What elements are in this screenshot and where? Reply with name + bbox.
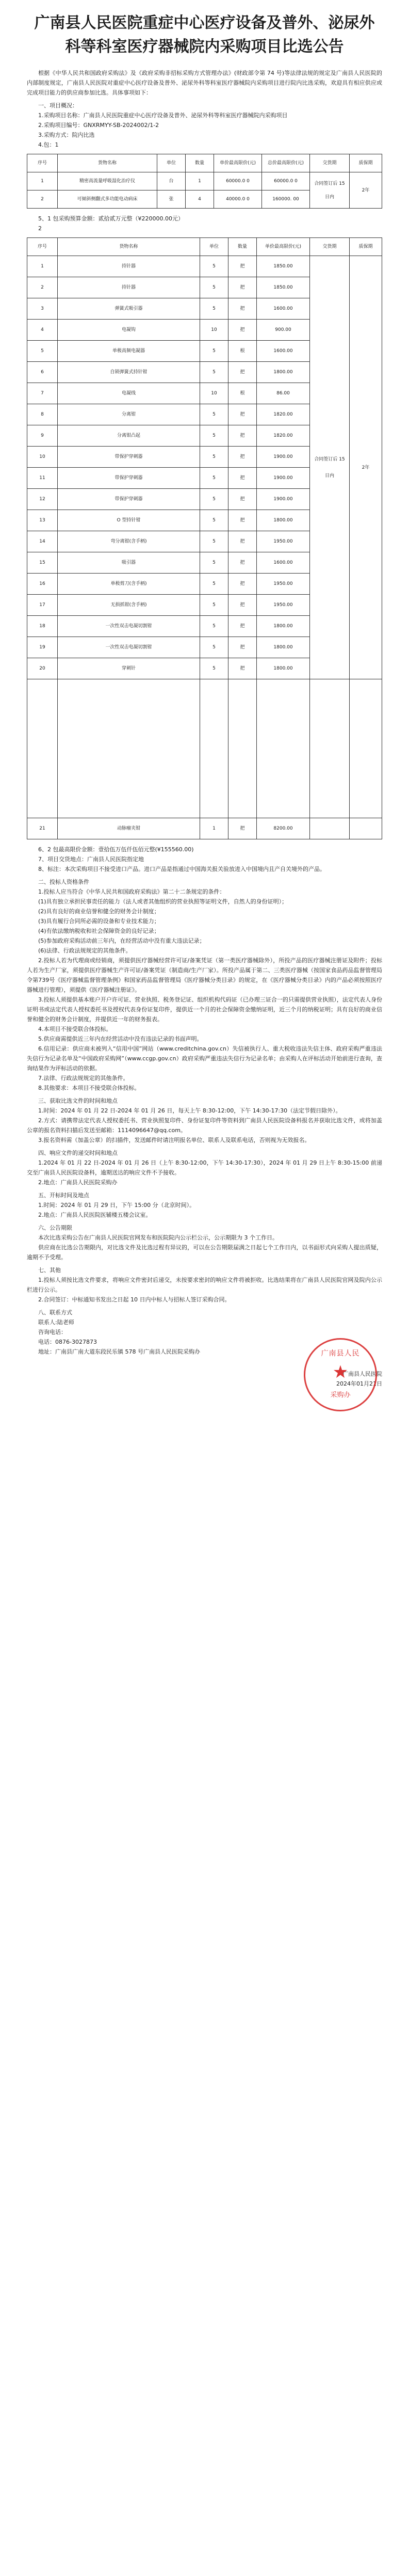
table-cell: 4: [27, 320, 58, 341]
package-2-label: 2: [38, 225, 42, 232]
project-item: 1.采购项目名称：广南县人民医院重症中心医疗设备及普外、泌尿外科等科室医疗器械院内采购项目: [38, 112, 288, 119]
table-cell: 21: [27, 818, 58, 839]
table-cell: 1: [27, 256, 58, 277]
section-paragraph: 咨询电话：: [38, 1329, 67, 1335]
table-cell: 弹簧式吸引器: [58, 298, 200, 320]
table-cell: 精密高流量呼吸湿化治疗仪: [58, 172, 157, 190]
table-cell: 台: [157, 172, 186, 190]
section-paragraph: 1.投标人须按比选文件要求，将响应文件密封后递交，未按要求密封的响应文件将被拒收。比选结果将在广南县人民医院官网及院内公示栏进行公示。: [27, 1277, 382, 1293]
table-cell: 1600.00: [257, 298, 310, 320]
table-cell: 60000.0 0: [262, 172, 310, 190]
table-cell: 12: [27, 489, 58, 510]
table-cell: 5: [27, 341, 58, 362]
table-cell: 把: [228, 447, 257, 468]
table-header-cell: 单位: [200, 238, 228, 256]
table-cell: 单极高频电凝器: [58, 341, 200, 362]
table-cell: 把: [228, 637, 257, 658]
table-cell: 5: [200, 489, 228, 510]
table-cell: 5: [200, 404, 228, 425]
table-cell: 吸引器: [58, 552, 200, 574]
table-cell: 1800.00: [257, 510, 310, 531]
table-header-cell: 单位: [157, 154, 186, 172]
section-heading: 八、联系方式: [38, 1309, 72, 1316]
section-paragraph: 8.其他要求：本项目不接受联合体投标。: [38, 1085, 140, 1091]
table-cell: 把: [228, 531, 257, 552]
table-cell: 带保护穿刺器: [58, 447, 200, 468]
table-cell: 15: [27, 552, 58, 574]
table-cell: 1950.00: [257, 595, 310, 616]
table-empty-cell: [200, 679, 228, 818]
submission-list: [27, 1158, 382, 1187]
table-cell: 1600.00: [257, 341, 310, 362]
signature-date: 2024年01月21日: [336, 1380, 382, 1387]
table-cell: 把: [228, 320, 257, 341]
seal-star-icon: ★: [332, 1362, 349, 1382]
table-cell: 无损抓钳(含手柄): [58, 595, 200, 616]
table-cell: 40000.0 0: [214, 190, 262, 209]
table-empty-cell: [350, 679, 382, 818]
table-header-cell: 货物名称: [58, 238, 200, 256]
table-cell: 5: [200, 277, 228, 298]
table-cell: 带保护穿刺器: [58, 489, 200, 510]
table-cell: 16: [27, 574, 58, 595]
warranty-cell: 2年: [350, 172, 382, 209]
table-cell: 把: [228, 595, 257, 616]
table-cell: 张: [157, 190, 186, 209]
table-cell: 2: [27, 277, 58, 298]
table-cell: 1800.00: [257, 616, 310, 637]
table-cell: 5: [200, 468, 228, 489]
table-header-cell: 数量: [186, 154, 214, 172]
table-header-cell: 总价最高限价(元): [262, 154, 310, 172]
signature-org: 广南县人民医院: [342, 1371, 382, 1377]
table-header-cell: 货物名称: [58, 154, 157, 172]
table-cell: 19: [27, 637, 58, 658]
table-cell: 把: [228, 510, 257, 531]
table-cell: 弯分离钳(含手柄): [58, 531, 200, 552]
import-note: 8、标注：本次采购项目不接受进口产品。进口产品是指通过中国海关报关验放进入中国境内且产自关境外的产品。: [38, 866, 325, 872]
section-heading: 一、项目概况：: [38, 102, 78, 109]
section-paragraph: 2.地点：广南县人民医院采购办: [38, 1179, 118, 1186]
table-cell: 1800.00: [257, 658, 310, 679]
table-cell: 持针器: [58, 256, 200, 277]
table-cell: 把: [228, 425, 257, 447]
section-paragraph: 1.时间：2024 年 01 月 29 日，下午 15:00 分（北京时间）。: [38, 1202, 195, 1209]
table-cell: 11: [27, 468, 58, 489]
table-cell: 8200.00: [257, 818, 310, 839]
section-paragraph: 1.时间：2024 年 01 月 22 日-2024 年 01 月 26 日，每天上午 8:30-12:00，下午 14:30-17:30（法定节假日除外）。: [38, 1107, 341, 1114]
table-row: [27, 172, 382, 190]
table-cell: 5: [200, 510, 228, 531]
table-cell: 5: [200, 531, 228, 552]
table-cell: 160000. 00: [262, 190, 310, 209]
budget-2: 6、2 包最高限价金额：壹拾伍万伍仟伍佰元整(¥155560.00): [38, 846, 194, 853]
table-cell: 6: [27, 362, 58, 383]
table-cell: 5: [200, 298, 228, 320]
table-cell: 电凝钩: [58, 320, 200, 341]
table-header-cell: 数量: [228, 238, 257, 256]
table-cell: 1900.00: [257, 489, 310, 510]
section-paragraph: (1)具有独立承担民事责任的能力（法人或者其他组织的营业执照等证明文件，自然人的身份证明）；: [38, 898, 288, 905]
table-cell: 把: [228, 404, 257, 425]
section-paragraph: 本次比选采购公告在广南县人民医院官网发布和医院院内公示栏公示，公示期限为 3 个工作日。: [38, 1234, 278, 1241]
package-2-table-body: [27, 256, 382, 839]
table-cell: 带保护穿刺器: [58, 468, 200, 489]
table-cell: 1800.00: [257, 362, 310, 383]
section-paragraph: 6.信用记录：供应商未被列入“信用中国”网站（www.creditchina.gov.cn）失信被执行人、重大税收违法失信主体、政府采购严重违法失信行为记录名单及“中国政府采购网”（www.ccgp.gov.cn）政府采购严重违法失信行为记录名单；由采购人在评标活动开始前进行查询，查询结果作为评标活动的依据。: [27, 1045, 382, 1072]
table-row: [27, 256, 382, 277]
table-cell: 17: [27, 595, 58, 616]
project-item: 4.包：1: [38, 141, 59, 148]
table-cell: 动脉瘤夹钳: [58, 818, 200, 839]
table-cell: 5: [200, 362, 228, 383]
section-paragraph: (5)参加政府采购活动前三年内，在经营活动中没有重大违法记录；: [38, 937, 205, 944]
section-paragraph: (4)有依法缴纳税收和社会保障资金的良好记录；: [38, 928, 160, 934]
table-header-row: [27, 154, 382, 172]
section-paragraph: (6)法律、行政法规规定的其他条件。: [38, 947, 132, 954]
table-cell: 可倾斜侧翻式多功能电动病床: [58, 190, 157, 209]
table-cell: 5: [200, 425, 228, 447]
package-2-table: [27, 237, 382, 839]
official-seal: [304, 1338, 377, 1411]
table-cell: 持针器: [58, 277, 200, 298]
table-cell: 把: [228, 489, 257, 510]
table-empty-cell: [58, 679, 200, 818]
section-heading: 四、响应文件的递交时间和地点: [38, 1150, 118, 1156]
section-heading: 六、公告期限: [38, 1225, 72, 1231]
section-heading: 五、开标时间及地点: [38, 1192, 89, 1199]
table-empty-cell: [257, 679, 310, 818]
table-cell: 一次性双击电凝切割钳: [58, 616, 200, 637]
table-empty-cell: [27, 679, 58, 818]
section-paragraph: 1.2024 年 01 月 22 日-2024 年 01 月 26 日（上午 8:30-12:00，下午 14:30-17:30），2024 年 01 月 29 日上午 8:30-15:00 前递交至广南县人民医院设备科，逾期送达的响应文件不予接收。: [27, 1159, 382, 1176]
table-cell: 根: [228, 341, 257, 362]
table-cell: 1820.00: [257, 404, 310, 425]
table-cell: 分离钳凸起: [58, 425, 200, 447]
other-list: [27, 1275, 382, 1305]
table-cell: 5: [200, 552, 228, 574]
table-header-cell: 质保期: [350, 238, 382, 256]
delivery-location: 7、项目交货地点：广南县人民医院指定地: [38, 856, 144, 863]
section-paragraph: 5.供应商需提供近三年内在经营活动中没有违法记录的书面声明。: [38, 1036, 203, 1042]
table-row: [27, 818, 382, 839]
table-header-cell: 单价最高限价(元): [214, 154, 262, 172]
section-paragraph: 3.投标人须提供基本账户开户许可证、营业执照、税务登记证、组织机构代码证（已办理三证合一的只需提供营业执照），法定代表人身份证明书或法定代表人授权委托书及授权代表身份证复印件，提供近一个月的社会保障资金缴纳证明，近三个月的纳税证明；具有良好的商业信誉和健全的财务会计制度，并提供近一年的财务报表。: [27, 996, 382, 1023]
warranty-cell: 2年: [350, 256, 382, 679]
table-cell: 5: [200, 637, 228, 658]
table-cell: 5: [200, 658, 228, 679]
announcement-period-list: [27, 1233, 382, 1262]
table-cell: 把: [228, 298, 257, 320]
table-cell: 86.00: [257, 383, 310, 404]
table-cell: 一次性双击电凝切割钳: [58, 637, 200, 658]
table-header-cell: 交货期: [310, 154, 350, 172]
table-header-cell: 质保期: [350, 154, 382, 172]
table-cell: 18: [27, 616, 58, 637]
table-cell: 把: [228, 362, 257, 383]
budget-1: 5、1 包采购预算金额：贰拾贰万元整（¥220000.00元）: [38, 215, 184, 222]
table-cell: 5: [200, 341, 228, 362]
table-cell: 把: [228, 818, 257, 839]
table-empty-cell: [310, 679, 350, 818]
table-cell: 5: [200, 616, 228, 637]
table-cell: 1850.00: [257, 277, 310, 298]
document-acquisition-list: [27, 1106, 382, 1145]
table-cell: 把: [228, 468, 257, 489]
seal-top-text: 广南县人民: [321, 1349, 360, 1358]
section-paragraph: 2.投标人若为代理商或经销商，须提供医疗器械经营许可证/备案凭证（第一类医疗器械除外），所投产品的医疗器械注册证及附件；投标人若为生产厂家，须提供医疗器械生产许可证/备案凭证（制造商/生产厂家）。所投产品属于第二、三类医疗器械（按国家食品药品监督管理局令第739号《医疗器械监督管理条例》和国家药品监督管理局《医疗器械分类目录》的规定，在《医疗器械分类目录》内的产品必须按照医疗器械进行管理），须提供《医疗器械注册证》。: [27, 957, 382, 993]
table-cell: 1850.00: [257, 256, 310, 277]
table-cell: 1: [186, 172, 214, 190]
table-cell: 1950.00: [257, 574, 310, 595]
table-cell: 13: [27, 510, 58, 531]
table-cell: 1: [27, 172, 58, 190]
table-gap-row: [27, 679, 382, 818]
section-paragraph: 2.合同签订：中标通知书发出之日起 10 日内中标人与招标人签订采购合同。: [38, 1296, 231, 1303]
table-cell: 把: [228, 552, 257, 574]
section-paragraph: 7.法律、行政法规规定的其他条件。: [38, 1075, 129, 1082]
project-item: 3.采购方式：院内比选: [38, 132, 95, 138]
table-cell: 把: [228, 658, 257, 679]
table-cell: 14: [27, 531, 58, 552]
table-header-row: [27, 238, 382, 256]
table-cell: 1900.00: [257, 468, 310, 489]
intro-paragraph: 根据《中华人民共和国政府采购法》及《政府采购非招标采购方式管理办法》(财政部令第 74 号)等法律法规的规定及广南县人民医院的内部制度规定，广南县人民医院对重症中心医疗设备及普外、泌尿外科等科室医疗器械院内采购项目进行院内比选采购，欢迎具有相应供应或完成项目能力的供应商参加比选。具体事项如下：: [27, 70, 382, 96]
table-header-cell: 单价最高限价(元): [257, 238, 310, 256]
table-cell: 10: [27, 447, 58, 468]
section-paragraph: 联系人:陆老师: [38, 1319, 74, 1326]
table-cell: 1950.00: [257, 531, 310, 552]
table-cell: 根: [228, 383, 257, 404]
table-cell: 5: [200, 256, 228, 277]
table-cell: 分离钳: [58, 404, 200, 425]
table-cell: 把: [228, 574, 257, 595]
opening-list: [27, 1200, 382, 1220]
table-empty-cell: [350, 818, 382, 839]
table-header-cell: 序号: [27, 238, 58, 256]
section-paragraph: 电话：0876-3027873: [38, 1339, 97, 1345]
table-cell: 电凝线: [58, 383, 200, 404]
delivery-cell: 合同签订后 15 日内: [310, 172, 350, 209]
table-cell: 把: [228, 277, 257, 298]
section-paragraph: 3.报名资料需（加盖公章）的扫描件，发送邮件时请注明报名单位、联系人及联系电话，否则视为无效报名。: [38, 1137, 310, 1143]
table-cell: 把: [228, 256, 257, 277]
section-paragraph: (2)具有良好的商业信誉和健全的财务会计制度；: [38, 908, 160, 915]
table-cell: 5: [200, 447, 228, 468]
section-paragraph: 2.方式：请携带法定代表人授权委托书、营业执照复印件、身份证复印件等资料到广南县人民医院设备科报名并获取比选文件，或将加盖公章的报名资料扫描后发送至邮箱：1114096647@qq.com。: [27, 1117, 382, 1134]
table-cell: 20: [27, 658, 58, 679]
table-cell: 1820.00: [257, 425, 310, 447]
table-header-cell: 交货期: [310, 238, 350, 256]
table-cell: 10: [200, 383, 228, 404]
project-item: 2.采购项目编号：GNXRMYY-SB-2024002/1-2: [38, 122, 159, 129]
table-cell: 自锁弹簧式持针钳: [58, 362, 200, 383]
table-header-cell: 序号: [27, 154, 58, 172]
table-cell: O 型持针钳: [58, 510, 200, 531]
table-cell: 穿刺针: [58, 658, 200, 679]
table-cell: 把: [228, 616, 257, 637]
section-paragraph: (3)具有履行合同所必需的设备和专业技术能力；: [38, 918, 160, 925]
table-cell: 1900.00: [257, 447, 310, 468]
table-empty-cell: [228, 679, 257, 818]
table-cell: 1600.00: [257, 552, 310, 574]
table-cell: 7: [27, 383, 58, 404]
table-cell: 2: [27, 190, 58, 209]
package-1-table: [27, 154, 382, 209]
table-empty-cell: [310, 818, 350, 839]
table-cell: 3: [27, 298, 58, 320]
section-paragraph: 1.投标人应当符合《中华人民共和国政府采购法》第二十二条规定的条件：: [38, 888, 225, 895]
table-cell: 1: [200, 818, 228, 839]
seal-bottom-text: 采购办: [330, 1391, 351, 1399]
section-paragraph: 2.地点：广南县人民医院医辅楼五楼会议室。: [38, 1212, 152, 1218]
table-cell: 10: [200, 320, 228, 341]
table-cell: 单极剪刀(含手柄): [58, 574, 200, 595]
section-heading: 七、其他: [38, 1267, 61, 1274]
table-cell: 9: [27, 425, 58, 447]
table-cell: 4: [186, 190, 214, 209]
table-cell: 5: [200, 595, 228, 616]
page-title: 广南县人民医院重症中心医疗设备及普外、泌尿外科等科室医疗器械院内采购项目比选公告: [34, 14, 375, 56]
table-cell: 8: [27, 404, 58, 425]
section-paragraph: 4.本项目不接受联合体投标。: [38, 1026, 112, 1032]
delivery-cell: 合同签订后 15 日内: [310, 256, 350, 679]
section-heading: 三、获取比选文件的时间和地点: [38, 1098, 118, 1104]
table-cell: 60000.0 0: [214, 172, 262, 190]
section-heading: 二、投标人资格条件: [38, 879, 89, 885]
table-cell: 1800.00: [257, 637, 310, 658]
table-cell: 5: [200, 574, 228, 595]
section-paragraph: 地址：广南县广南大道东段民乐镇 578 号广南县人民医院采购办: [38, 1348, 200, 1355]
section-paragraph: 供应商在比选公告期限内，对比选文件及比选过程有异议的，可以在公告期限届满之日起七个工作日内，以书面形式向采购人提出质疑，逾期不予受理。: [27, 1244, 382, 1261]
table-cell: 900.00: [257, 320, 310, 341]
qualification-list: [27, 887, 382, 1093]
